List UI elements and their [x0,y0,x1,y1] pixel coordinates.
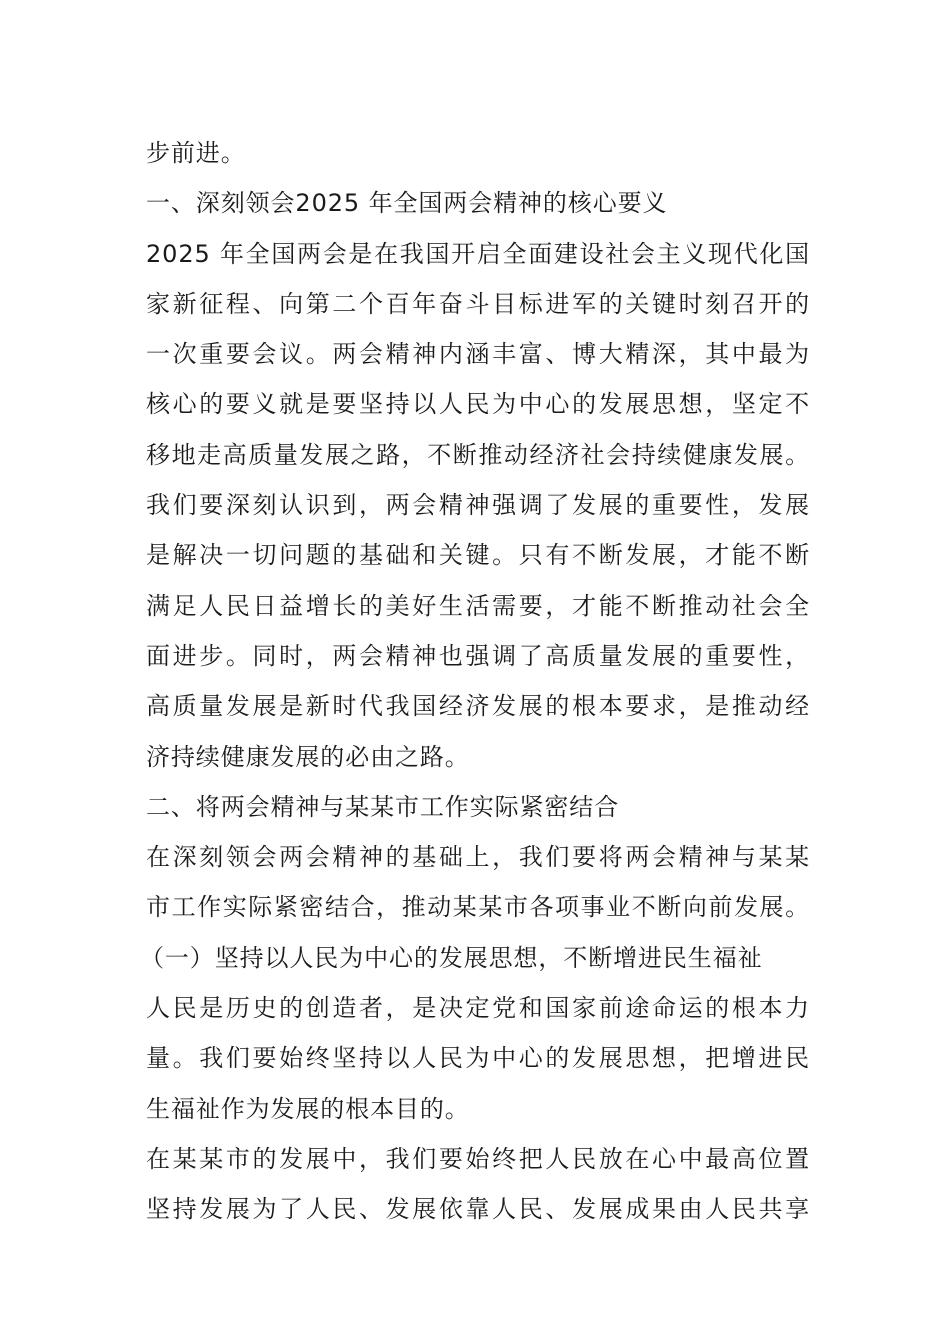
paragraph-line: 我们要深刻认识到，两会精神强调了发展的重要性，发展 [146,491,810,520]
paragraph-line: 生福祉作为发展的根本目的。 [146,1094,470,1123]
paragraph-line: 高质量发展是新时代我国经济发展的根本要求，是推动经 [146,692,810,721]
paragraph-line: 在某某市的发展中，我们要始终把人民放在心中最高位置 [146,1144,810,1173]
paragraph-line: 满足人民日益增长的美好生活需要，才能不断推动社会全 [146,591,810,620]
paragraph-line: 人民是历史的创造者，是决定党和国家前途命运的根本力 [146,994,810,1023]
section-heading-2: 二、将两会精神与某某市工作实际紧密结合 [146,792,620,821]
paragraph-line: 是解决一切问题的基础和关键。只有不断发展，才能不断 [146,541,810,570]
paragraph-line: 面进步。同时，两会精神也强调了高质量发展的重要性， [146,641,810,670]
paragraph-line: 一次重要会议。两会精神内涵丰富、博大精深，其中最为 [146,340,810,369]
paragraph-line: 家新征程、向第二个百年奋斗目标进军的关键时刻召开的 [146,289,810,318]
document-body [140,128,810,1235]
paragraph-line: 2025 年全国两会是在我国开启全面建设社会主义现代化国 [146,239,810,268]
paragraph-line: 济持续健康发展的必由之路。 [146,742,470,771]
paragraph-line: 量。我们要始终坚持以人民为中心的发展思想，把增进民 [146,1044,810,1073]
paragraph-line: 在深刻领会两会精神的基础上，我们要将两会精神与某某 [146,843,810,872]
paragraph-line: 市工作实际紧密结合，推动某某市各项事业不断向前发展。 [146,893,810,922]
subsection-heading-1: （一）坚持以人民为中心的发展思想，不断增进民生福祉 [140,943,763,972]
section-heading-1: 一、深刻领会2025 年全国两会精神的核心要义 [146,189,668,218]
paragraph-line: 坚持发展为了人民、发展依靠人民、发展成果由人民共享 [146,1195,810,1224]
paragraph-line: 核心的要义就是要坚持以人民为中心的发展思想，坚定不 [146,390,810,419]
paragraph-line: 步前进。 [146,139,246,167]
paragraph-line: 移地走高质量发展之路，不断推动经济社会持续健康发展。 [146,440,810,469]
